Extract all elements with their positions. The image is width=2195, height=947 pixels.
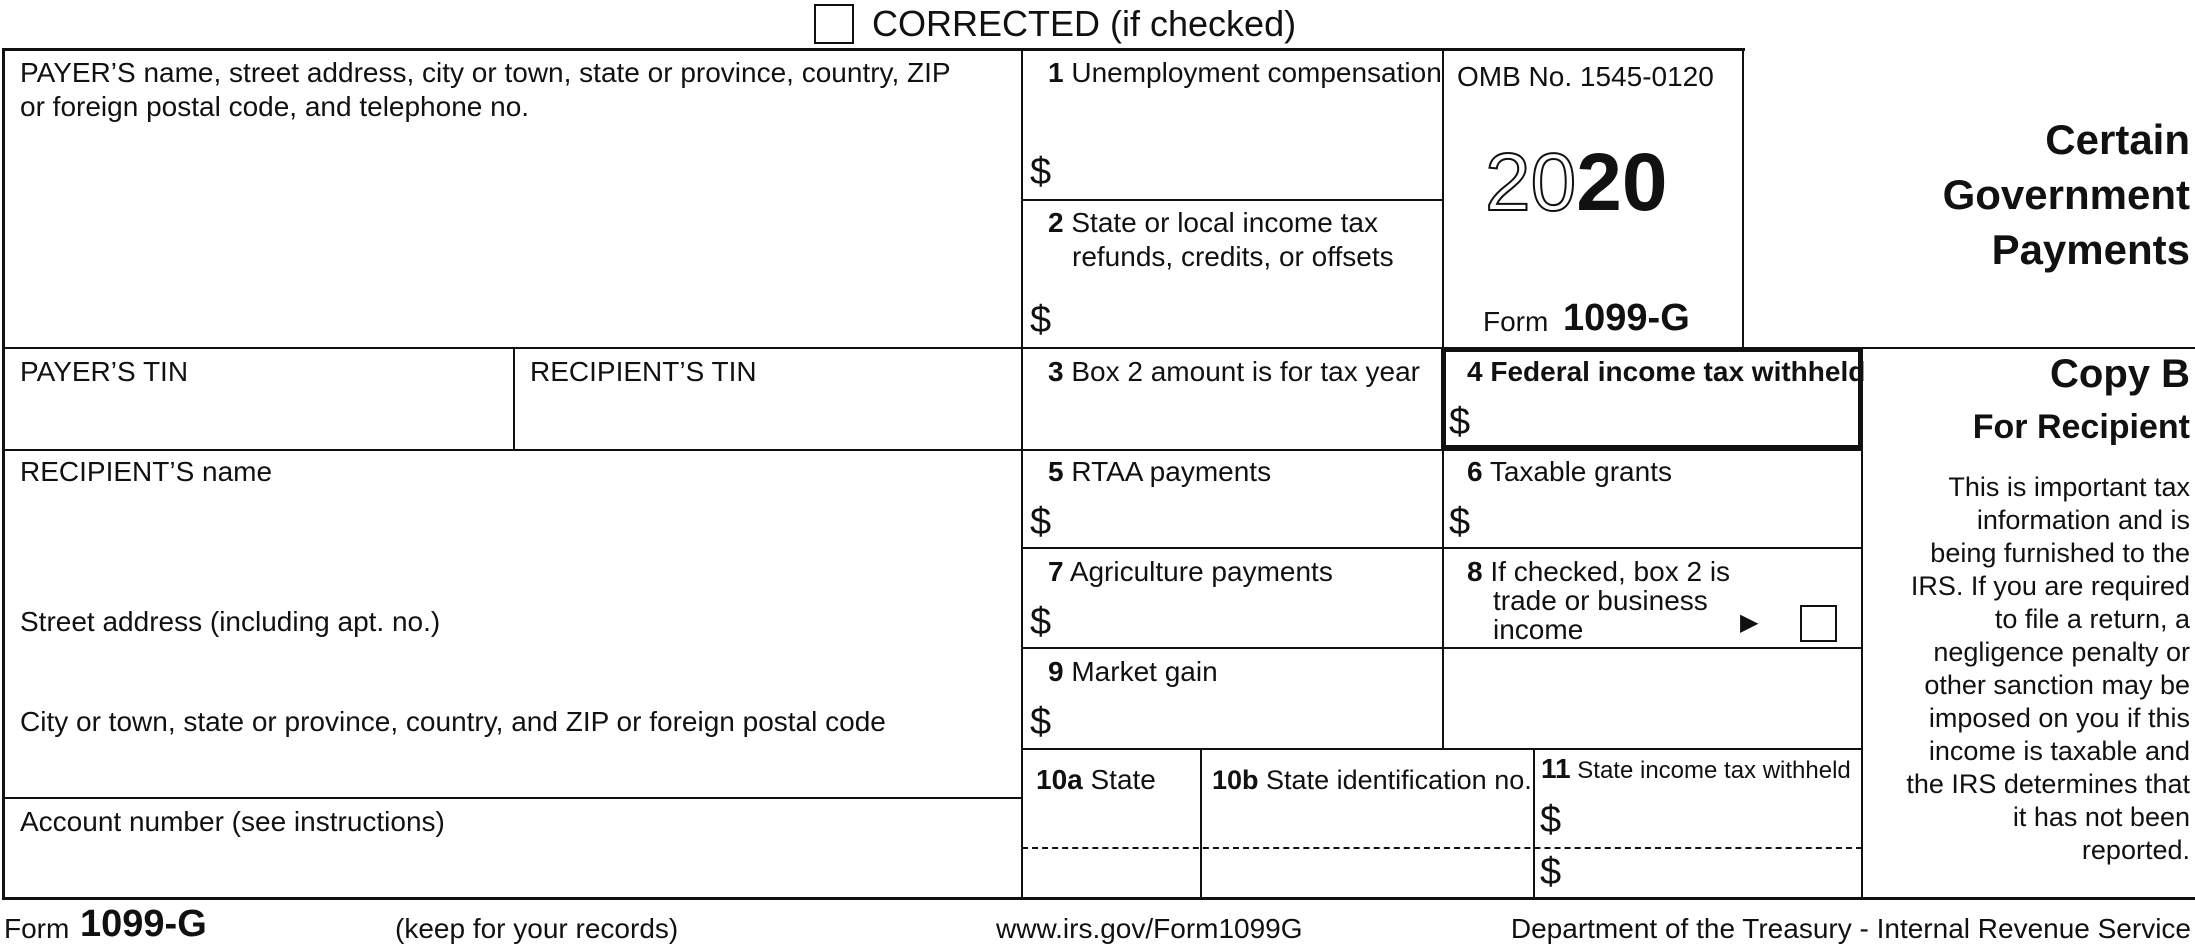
box5-number: 5 — [1048, 456, 1064, 487]
notice-line: income is taxable and — [1928, 736, 2190, 766]
street-address-input[interactable] — [20, 645, 1010, 687]
recipient-tin-label: RECIPIENT’S TIN — [530, 356, 757, 387]
box9-dollar: $ — [1030, 701, 1052, 743]
box6-amount-input[interactable] — [1480, 500, 1850, 542]
divider-row-347 — [2, 347, 2195, 349]
box6-number: 6 — [1467, 456, 1483, 487]
box1-number: 1 — [1048, 57, 1064, 88]
notice-line: IRS. If you are required — [1910, 571, 2190, 601]
form-title-line1: Certain — [2045, 116, 2190, 163]
box2-dollar: $ — [1030, 299, 1052, 341]
box4-label-text: Federal income tax withheld — [1490, 356, 1866, 387]
box10a-number: 10a — [1036, 764, 1083, 795]
box6-label-text: Taxable grants — [1489, 456, 1672, 487]
payer-label-line1: PAYER’S name, street address, city or town, state or province, country, ZIP — [20, 57, 951, 88]
corrected-label: CORRECTED (if checked) — [872, 3, 1297, 44]
box4-dollar: $ — [1449, 401, 1471, 443]
box11-dollar-1: $ — [1540, 799, 1562, 841]
box2-number: 2 — [1048, 207, 1064, 238]
footer-department: Department of the Treasury - Internal Revenue Service — [1510, 913, 2191, 944]
box10b-number: 10b — [1212, 765, 1259, 795]
box7-label — [1048, 555, 1333, 589]
box9-label-text: Market gain — [1071, 656, 1218, 687]
box5-dollar: $ — [1030, 501, 1052, 543]
box8-label-text1: If checked, box 2 is — [1490, 556, 1731, 587]
divider-row-749 — [1021, 748, 1862, 750]
payer-tin-label: PAYER’S TIN — [20, 356, 189, 387]
box8-checkbox[interactable] — [1800, 605, 1837, 642]
box4-number: 4 — [1467, 356, 1483, 387]
corrected-checkbox[interactable] — [814, 4, 854, 44]
notice-line: it has not been — [2012, 802, 2190, 832]
recipient-name-label: RECIPIENT’S name — [20, 456, 273, 487]
divider-10a-10b — [1200, 749, 1202, 900]
notice-line: imposed on you if this — [1928, 703, 2190, 733]
box10a-label — [1036, 763, 1156, 797]
border-top — [2, 48, 1745, 51]
box11-dollar-2: $ — [1540, 851, 1562, 893]
box8-number: 8 — [1467, 556, 1483, 587]
payer-tin-input[interactable] — [20, 398, 500, 440]
omb-number: OMB No. 1545-0120 — [1457, 61, 1714, 92]
box11-amount-input-2[interactable] — [1570, 852, 1850, 892]
city-label: City or town, state or province, country, and ZIP or foreign postal code — [20, 706, 886, 737]
box7-dollar: $ — [1030, 601, 1052, 643]
street-address-label: Street address (including apt. no.) — [20, 606, 441, 637]
box7-number: 7 — [1048, 556, 1064, 587]
box1-label — [1048, 56, 1442, 90]
notice-line: This is important tax — [1948, 472, 2190, 502]
footer-keep-records: (keep for your records) — [395, 913, 679, 944]
box11-label-text: State income tax withheld — [1577, 757, 1851, 784]
payer-info-field[interactable] — [20, 130, 1010, 340]
divider-row-account — [2, 797, 1022, 799]
box3-label-text: Box 2 amount is for tax year — [1071, 356, 1420, 387]
notice-line: reported. — [2081, 835, 2190, 865]
divider-col-left — [1021, 48, 1023, 900]
notice-line: information and is — [1976, 505, 2190, 535]
notice-line: being furnished to the — [1930, 538, 2190, 568]
divider-row-648 — [1021, 647, 1862, 649]
tax-year — [1485, 138, 1667, 228]
box9-number: 9 — [1048, 656, 1064, 687]
box11-label — [1541, 752, 1851, 788]
box2-label-line2: refunds, credits, or offsets — [1072, 241, 1394, 272]
box8-label-line3: income — [1493, 614, 1584, 645]
box4-label — [1467, 355, 1865, 389]
box10a-state-input-2[interactable] — [1030, 854, 1190, 892]
box8-label-line2: trade or business — [1493, 585, 1708, 616]
box10a-label-text: State — [1090, 764, 1156, 795]
form-title — [1943, 112, 2190, 277]
footer-form-number: 1099-G — [80, 903, 207, 945]
copy-subtitle: For Recipient — [1972, 408, 2190, 446]
recipient-name-input[interactable] — [20, 500, 1010, 542]
box10b-label — [1212, 763, 1532, 797]
box4-amount-input[interactable] — [1480, 398, 1850, 440]
omb-form-prefix: Form — [1483, 306, 1549, 337]
tax-year-outline: 20 — [1485, 137, 1577, 228]
box3-year-input[interactable] — [1040, 398, 1430, 440]
box3-label — [1048, 355, 1420, 389]
box2-label-text1: State or local income tax — [1071, 207, 1378, 238]
box5-label-text: RTAA payments — [1071, 456, 1272, 487]
box5-amount-input[interactable] — [1060, 500, 1430, 542]
box7-amount-input[interactable] — [1060, 600, 1430, 642]
box5-label — [1048, 455, 1271, 489]
box1-dollar: $ — [1030, 151, 1052, 193]
notice-line: other sanction may be — [1924, 670, 2190, 700]
form-title-line2: Government — [1942, 171, 2190, 218]
recipient-tin-input[interactable] — [530, 398, 1010, 440]
box11-number: 11 — [1541, 753, 1571, 784]
copy-title: Copy B — [2050, 352, 2190, 396]
footer-url-link[interactable]: www.irs.gov/Form1099G — [996, 913, 1303, 944]
box2-amount-input[interactable] — [1060, 298, 1430, 340]
form-title-line3: Payments — [1991, 226, 2190, 273]
tax-year-bold: 20 — [1576, 137, 1668, 228]
box8-arrow-icon: ▶ — [1740, 609, 1759, 636]
divider-omb-right — [1742, 48, 1744, 348]
border-left — [2, 48, 5, 900]
account-number-label: Account number (see instructions) — [20, 806, 445, 837]
notice-line: to file a return, a — [1994, 604, 2190, 634]
box2-label-line1 — [1048, 206, 1378, 240]
omb-form-number: 1099-G — [1563, 297, 1690, 339]
box6-dollar: $ — [1449, 501, 1471, 543]
box10b-state-id-input-2[interactable] — [1210, 854, 1525, 892]
box10b-state-id-input-1[interactable] — [1210, 806, 1525, 844]
city-input[interactable] — [20, 745, 1010, 787]
notice-line: the IRS determines that — [1906, 769, 2190, 799]
box10b-label-text: State identification no. — [1266, 765, 1532, 795]
box1-amount-input[interactable] — [1060, 150, 1430, 192]
box11-amount-input-1[interactable] — [1570, 800, 1850, 840]
box7-label-text: Agriculture payments — [1069, 556, 1333, 587]
notice-line: negligence penalty or — [1933, 637, 2190, 667]
box10a-state-input-1[interactable] — [1030, 806, 1190, 844]
account-number-input[interactable] — [20, 848, 1010, 890]
box3-number: 3 — [1048, 356, 1064, 387]
state-dashed-line — [1022, 847, 1862, 849]
divider-row-548 — [1021, 547, 1862, 549]
box9-amount-input[interactable] — [1060, 700, 1430, 742]
box1-label-text: Unemployment compensation — [1071, 57, 1442, 88]
divider-tin — [513, 347, 515, 450]
border-bottom — [2, 897, 2195, 900]
payer-label-line2: or foreign postal code, and telephone no. — [20, 91, 530, 122]
box6-label — [1467, 455, 1672, 489]
divider-row-box1-box2 — [1021, 199, 1444, 201]
recipient-notice — [1906, 471, 2190, 867]
divider-10b-11 — [1533, 749, 1535, 900]
box9-label — [1048, 655, 1218, 689]
footer-form-prefix: Form — [4, 913, 70, 944]
